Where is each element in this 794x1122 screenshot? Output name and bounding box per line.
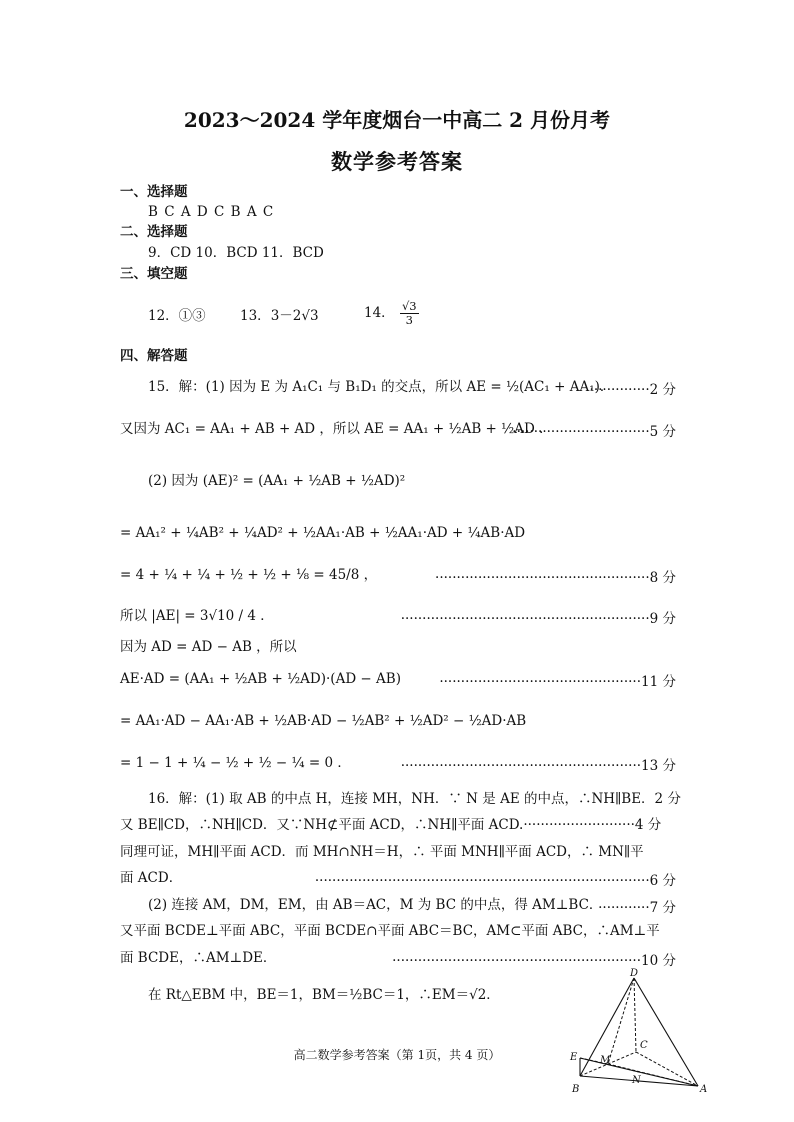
answer-14-label: 14． xyxy=(364,305,395,321)
q15-line-5: = 4 + ¼ + ¼ + ½ + ½ + ⅛ = 45/8 ， xyxy=(120,567,378,583)
q16-line-7: 面 BCDE，∴AM⊥DE． xyxy=(120,950,277,966)
q15-score-8: ···············································11 分 xyxy=(439,674,676,690)
label-M: M xyxy=(600,1055,611,1066)
q16-line-4: 面 ACD． xyxy=(120,870,183,886)
q16-line-3: 同理可证，MH∥平面 ACD．而 MH∩NH＝H，∴ 平面 MNH∥平面 ACD，∴ MN∥平 xyxy=(120,844,644,860)
q15-score-5: ··················································8 分 xyxy=(435,570,676,586)
q16-score-5: ············7 分 xyxy=(598,900,676,916)
answer-14-denominator: 3 xyxy=(405,313,413,327)
tetrahedron-figure xyxy=(560,968,710,1098)
q16-score-4: ··············································································6 分 xyxy=(314,873,676,889)
multi-choice-answers: 9．CD 10．BCD 11．BCD xyxy=(148,245,324,261)
label-D: D xyxy=(630,968,639,979)
label-B: B xyxy=(572,1084,580,1095)
page-footer: 高二数学参考答案（第 1页，共 4 页） xyxy=(293,1048,501,1062)
q15-line-10: = 1 − 1 + ¼ − ½ + ½ − ¼ = 0 ． xyxy=(120,755,351,771)
label-C: C xyxy=(640,1040,648,1051)
choice-answers: B C A D C B A C xyxy=(148,204,275,220)
page-title: 2023～2024 学年度烟台一中高二 2 月份月考 xyxy=(183,108,611,132)
q15-score-6: ··························································9 分 xyxy=(400,611,676,627)
q15-score-2: ································5 分 xyxy=(512,424,676,440)
label-E: E xyxy=(570,1052,578,1063)
answer-12: 12．①③ xyxy=(148,308,206,324)
q16-line-6: 又平面 BCDE⊥平面 ABC，平面 BCDE∩平面 ABC＝BC，AM⊂平面 ABC，∴AM⊥平 xyxy=(120,923,660,939)
answer-14-fraction xyxy=(400,300,419,327)
q15-line-1: 15．解：(1) 因为 E 为 A₁C₁ 与 B₁D₁ 的交点，所以 AE = ½(AC₁ + AA₁)． xyxy=(148,379,614,395)
q16-line-8: 在 Rt△EBM 中，BE＝1，BM＝½BC＝1，∴EM＝√2． xyxy=(148,987,500,1003)
answer-13-value: 3－2√3 xyxy=(270,308,319,324)
q15-line-8: AE·AD = (AA₁ + ½AB + ½AD)·(AD − AB) xyxy=(120,671,401,687)
q15-score-1: ··············2 分 xyxy=(589,382,676,398)
edge-DA xyxy=(634,978,698,1086)
q16-score-7: ··························································10 分 xyxy=(392,953,676,969)
q15-line-6: 所以 |AE| = 3√10 / 4 ． xyxy=(120,608,274,624)
section-heading-fill-blank: 三、填空题 xyxy=(120,266,188,282)
q16-line-5: (2) 连接 AM，DM，EM，由 AB＝AC，M 为 BC 的中点，得 AM⊥BC． xyxy=(148,897,603,913)
q15-line-4: = AA₁² + ¼AB² + ¼AD² + ½AA₁·AB + ½AA₁·AD + ¼AB·AD xyxy=(120,525,526,541)
q15-score-10: ························································13 分 xyxy=(400,758,676,774)
q15-line-7: 因为 AD = AD − AB ，所以 xyxy=(120,639,297,655)
answer-13-label: 13． xyxy=(240,308,271,324)
q16-line-2: 又 BE∥CD，∴NH∥CD．又∵NH⊄平面 ACD，∴NH∥平面 ACD.··························4 分 xyxy=(120,817,662,833)
q16-line-1: 16．解：(1) 取 AB 的中点 H，连接 MH，NH．∵ N 是 AE 的中点，∴NH∥BE．2 分 xyxy=(148,791,681,807)
q15-line-2: 又因为 AC₁ = AA₁ + AB + AD ，所以 AE = AA₁ + ½AB + ½AD ． xyxy=(120,421,553,437)
label-N: N xyxy=(632,1075,641,1086)
answer-14-numerator: √3 xyxy=(401,299,417,313)
q15-line-9: = AA₁·AD − AA₁·AB + ½AB·AD − ½AB² + ½AD² − ½AD·AB xyxy=(120,713,527,729)
edge-DC xyxy=(634,978,636,1052)
q15-line-3: (2) 因为 (AE)² = (AA₁ + ½AB + ½AD)² xyxy=(148,473,406,489)
answer-13 xyxy=(240,307,319,325)
answer-14 xyxy=(364,300,420,327)
label-A: A xyxy=(700,1084,708,1095)
section-heading-choice: 一、选择题 xyxy=(120,184,188,200)
section-heading-multi-choice: 二、选择题 xyxy=(120,224,188,240)
section-heading-solutions: 四、解答题 xyxy=(120,348,188,364)
page-subtitle: 数学参考答案 xyxy=(331,149,463,174)
